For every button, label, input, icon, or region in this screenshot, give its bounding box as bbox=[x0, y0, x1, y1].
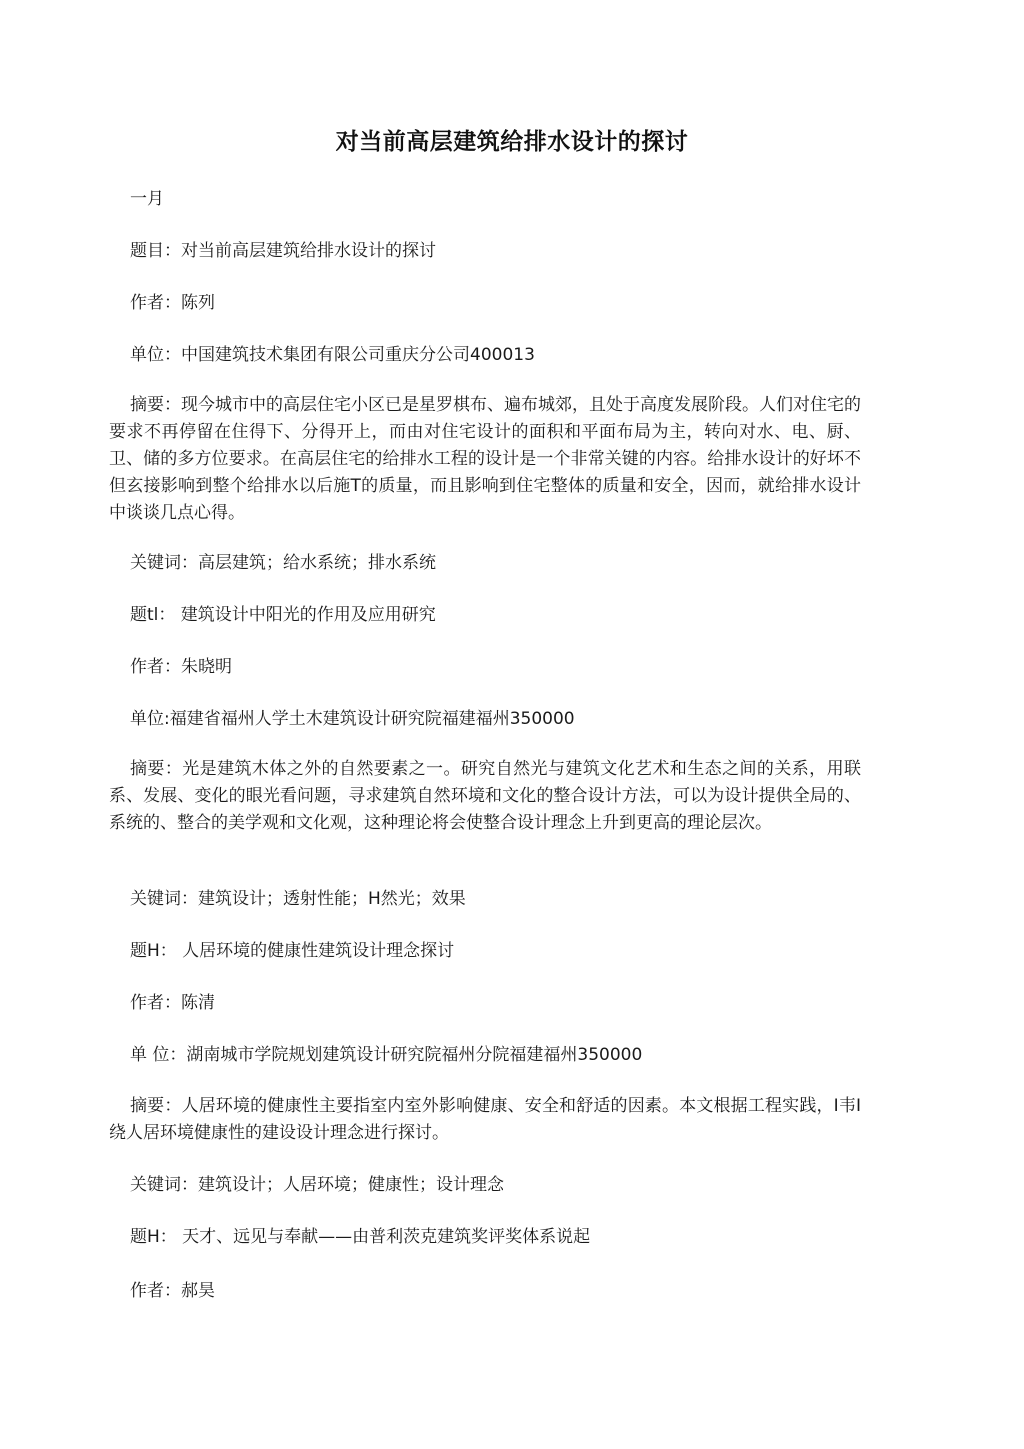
article-1-unit: 单位：中国建筑技术集团有限公司重庆分公司400013 bbox=[130, 345, 535, 365]
article-3-author: 作者：陈清 bbox=[130, 993, 215, 1013]
article-1-author: 作者：陈列 bbox=[130, 293, 215, 313]
article-3-unit: 单 位：湖南城市学院规划建筑设计研究院福州分院福建福州350000 bbox=[130, 1045, 643, 1065]
document-title: 对当前高层建筑给排水设计的探讨 bbox=[335, 129, 689, 155]
month-label: 一月 bbox=[130, 189, 164, 209]
article-3-keywords: 关键词：建筑设计；人居环境；健康性；设计理念 bbox=[130, 1175, 504, 1195]
article-2-keywords: 关键词：建筑设计；透射性能；H然光；效果 bbox=[130, 889, 466, 909]
article-2-unit: 单位:福建省福州人学土木建筑设计研究院福建福州350000 bbox=[130, 709, 575, 729]
article-2-author: 作者：朱晓明 bbox=[130, 657, 232, 677]
article-4-author: 作者：郝昊 bbox=[130, 1281, 215, 1301]
article-4-topic: 题H： 天才、远见与奉献——由普利茨克建筑奖评奖体系说起 bbox=[130, 1227, 591, 1247]
article-2-topic: 题tl： 建筑设计中阳光的作用及应用研究 bbox=[130, 605, 436, 625]
article-2-abstract: 摘要：光是建筑木体之外的自然要素之一。研究自然光与建筑文化艺术和生态之间的关系，用联系、发展、变化的眼光看问题，寻求建筑自然环境和文化的整合设计方法，可以为设计提供全局的、系统的、整合的美学观和文化观，这种理论将会使整合设计理念上升到更高的理论层次。 bbox=[109, 759, 861, 833]
article-3-abstract: 摘要：人居环境的健康性主要指室内室外影响健康、安全和舒适的因素。本文根据工程实践，I韦I绕人居环境健康性的建设设计理念进行探讨。 bbox=[109, 1096, 861, 1143]
article-1-topic: 题目：对当前高层建筑给排水设计的探讨 bbox=[130, 241, 436, 261]
article-1-abstract: 摘要：现今城市中的高层住宅小区已是星罗棋布、遍布城郊，且处于高度发展阶段。人们对住宅的要求不再停留在住得下、分得开上，而由对住宅设计的面积和平面布局为主，转向对水、电、厨、卫、储的多方位要求。在高层住宅的给排水工程的设计是一个非常关键的内容。给排水设计的好坏不但玄接影响到整个给排水以后施T的质量，而且影响到住宅整体的质量和安全，因而，就给排水设计中谈谈几点心得。 bbox=[109, 395, 861, 523]
article-3-topic: 题H： 人居环境的健康性建筑设计理念探讨 bbox=[130, 941, 455, 961]
article-1-keywords: 关键词：高层建筑；给水系统；排水系统 bbox=[130, 553, 436, 573]
